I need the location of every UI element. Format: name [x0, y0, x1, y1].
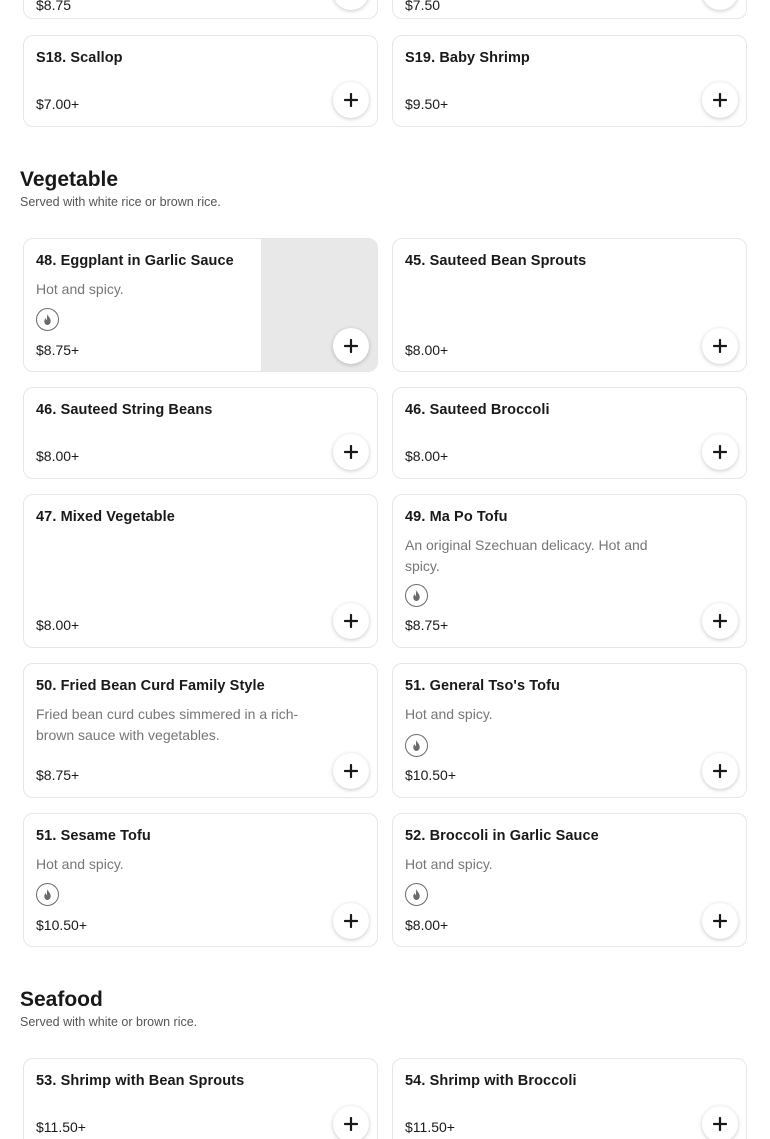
menu-item-card[interactable]: [23, 238, 378, 372]
add-item-button[interactable]: [333, 1106, 369, 1139]
menu-item-price: $8.00+: [405, 917, 449, 933]
menu-item-card[interactable]: [392, 663, 747, 798]
menu-item-price: $8.00+: [405, 342, 449, 358]
menu-item-name: 45. Sauteed Bean Sprouts: [405, 253, 587, 269]
menu-item-price: $8.75: [36, 0, 72, 13]
add-item-button[interactable]: [702, 903, 738, 939]
menu-item-card[interactable]: [23, 387, 378, 479]
menu-item-card[interactable]: [392, 1058, 747, 1139]
menu-item-card[interactable]: [392, 494, 747, 648]
plus-icon: [344, 339, 358, 353]
menu-item-name: 48. Eggplant in Garlic Sauce: [36, 253, 234, 269]
menu-item-card[interactable]: [392, 387, 747, 479]
plus-icon: [713, 764, 727, 778]
menu-item-description: Fried bean curd cubes simmered in a rich-brown sauce with vegetables.: [36, 706, 299, 743]
menu-item-name: 51. Sesame Tofu: [36, 828, 151, 844]
menu-item-name: S18. Scallop: [36, 50, 123, 66]
plus-icon: [344, 914, 358, 928]
menu-item-name: S19. Baby Shrimp: [405, 50, 530, 66]
menu-item-card[interactable]: [23, 1058, 378, 1139]
menu-item-price: $8.75+: [405, 617, 449, 633]
add-item-button[interactable]: [702, 434, 738, 470]
menu-item-price: $10.50+: [405, 767, 456, 783]
flame-icon: [405, 883, 428, 906]
section-subtitle: Served with white or brown rice.: [20, 1015, 198, 1029]
menu-item-description: Hot and spicy.: [405, 706, 493, 722]
plus-icon: [344, 445, 358, 459]
menu-item-name: 52. Broccoli in Garlic Sauce: [405, 828, 599, 844]
add-item-button[interactable]: [333, 903, 369, 939]
plus-icon: [713, 445, 727, 459]
section-subtitle: Served with white rice or brown rice.: [20, 195, 221, 209]
add-item-button[interactable]: [702, 328, 738, 364]
flame-icon: [36, 308, 59, 331]
add-item-button[interactable]: [333, 328, 369, 364]
add-item-button[interactable]: [702, 82, 738, 118]
menu-item-card[interactable]: [392, 0, 747, 19]
menu-item-name: 50. Fried Bean Curd Family Style: [36, 678, 265, 694]
plus-icon: [344, 614, 358, 628]
menu-item-name: 53. Shrimp with Bean Sprouts: [36, 1073, 245, 1089]
menu-item-price: $8.75+: [36, 342, 80, 358]
menu-item-name: 54. Shrimp with Broccoli: [405, 1073, 577, 1089]
menu-item-price: $10.50+: [36, 917, 87, 933]
menu-item-price: $8.75+: [36, 767, 80, 783]
add-item-button[interactable]: [333, 434, 369, 470]
menu-item-name: 46. Sauteed Broccoli: [405, 402, 550, 418]
menu-item-price: $7.00+: [36, 96, 80, 112]
menu-item-price: $8.00+: [405, 448, 449, 464]
menu-item-description: Hot and spicy.: [36, 856, 124, 872]
menu-item-description: An original Szechuan delicacy. Hot and spicy.: [405, 537, 648, 574]
plus-icon: [713, 339, 727, 353]
menu-item-card[interactable]: [392, 35, 747, 127]
menu-item-description: Hot and spicy.: [405, 856, 493, 872]
menu-item-card[interactable]: [23, 663, 378, 798]
section-title: Vegetable: [20, 168, 119, 191]
plus-icon: [713, 93, 727, 107]
add-item-button[interactable]: [702, 603, 738, 639]
section-title: Seafood: [20, 988, 103, 1011]
plus-icon: [713, 1117, 727, 1131]
menu-item-description: Hot and spicy.: [36, 281, 124, 297]
add-item-button[interactable]: [333, 603, 369, 639]
menu-item-name: 51. General Tso's Tofu: [405, 678, 560, 694]
add-item-button[interactable]: [333, 0, 369, 10]
menu-item-card[interactable]: [392, 813, 747, 947]
add-item-button[interactable]: [702, 753, 738, 789]
plus-icon: [713, 914, 727, 928]
add-item-button[interactable]: [702, 0, 738, 10]
flame-icon: [405, 584, 428, 607]
menu-item-price: $8.00+: [36, 448, 80, 464]
add-item-button[interactable]: [333, 753, 369, 789]
plus-icon: [344, 764, 358, 778]
menu-item-card[interactable]: [23, 813, 378, 947]
plus-icon: [344, 93, 358, 107]
menu-item-name: 47. Mixed Vegetable: [36, 509, 175, 525]
menu-item-name: 46. Sauteed String Beans: [36, 402, 213, 418]
menu-item-price: $9.50+: [405, 96, 449, 112]
flame-icon: [405, 734, 428, 757]
menu-item-price: $11.50+: [36, 1119, 86, 1135]
menu-item-name: 49. Ma Po Tofu: [405, 509, 508, 525]
menu-item-card[interactable]: [23, 494, 378, 648]
flame-icon: [36, 883, 59, 906]
plus-icon: [344, 1117, 358, 1131]
menu-item-card[interactable]: [392, 238, 747, 372]
menu-item-price: $11.50+: [405, 1119, 455, 1135]
menu-item-price: $8.00+: [36, 617, 80, 633]
menu-item-card[interactable]: [23, 35, 378, 127]
plus-icon: [713, 614, 727, 628]
add-item-button[interactable]: [333, 82, 369, 118]
menu-item-card[interactable]: [23, 0, 378, 19]
menu-item-price: $7.50: [405, 0, 441, 13]
add-item-button[interactable]: [702, 1106, 738, 1139]
